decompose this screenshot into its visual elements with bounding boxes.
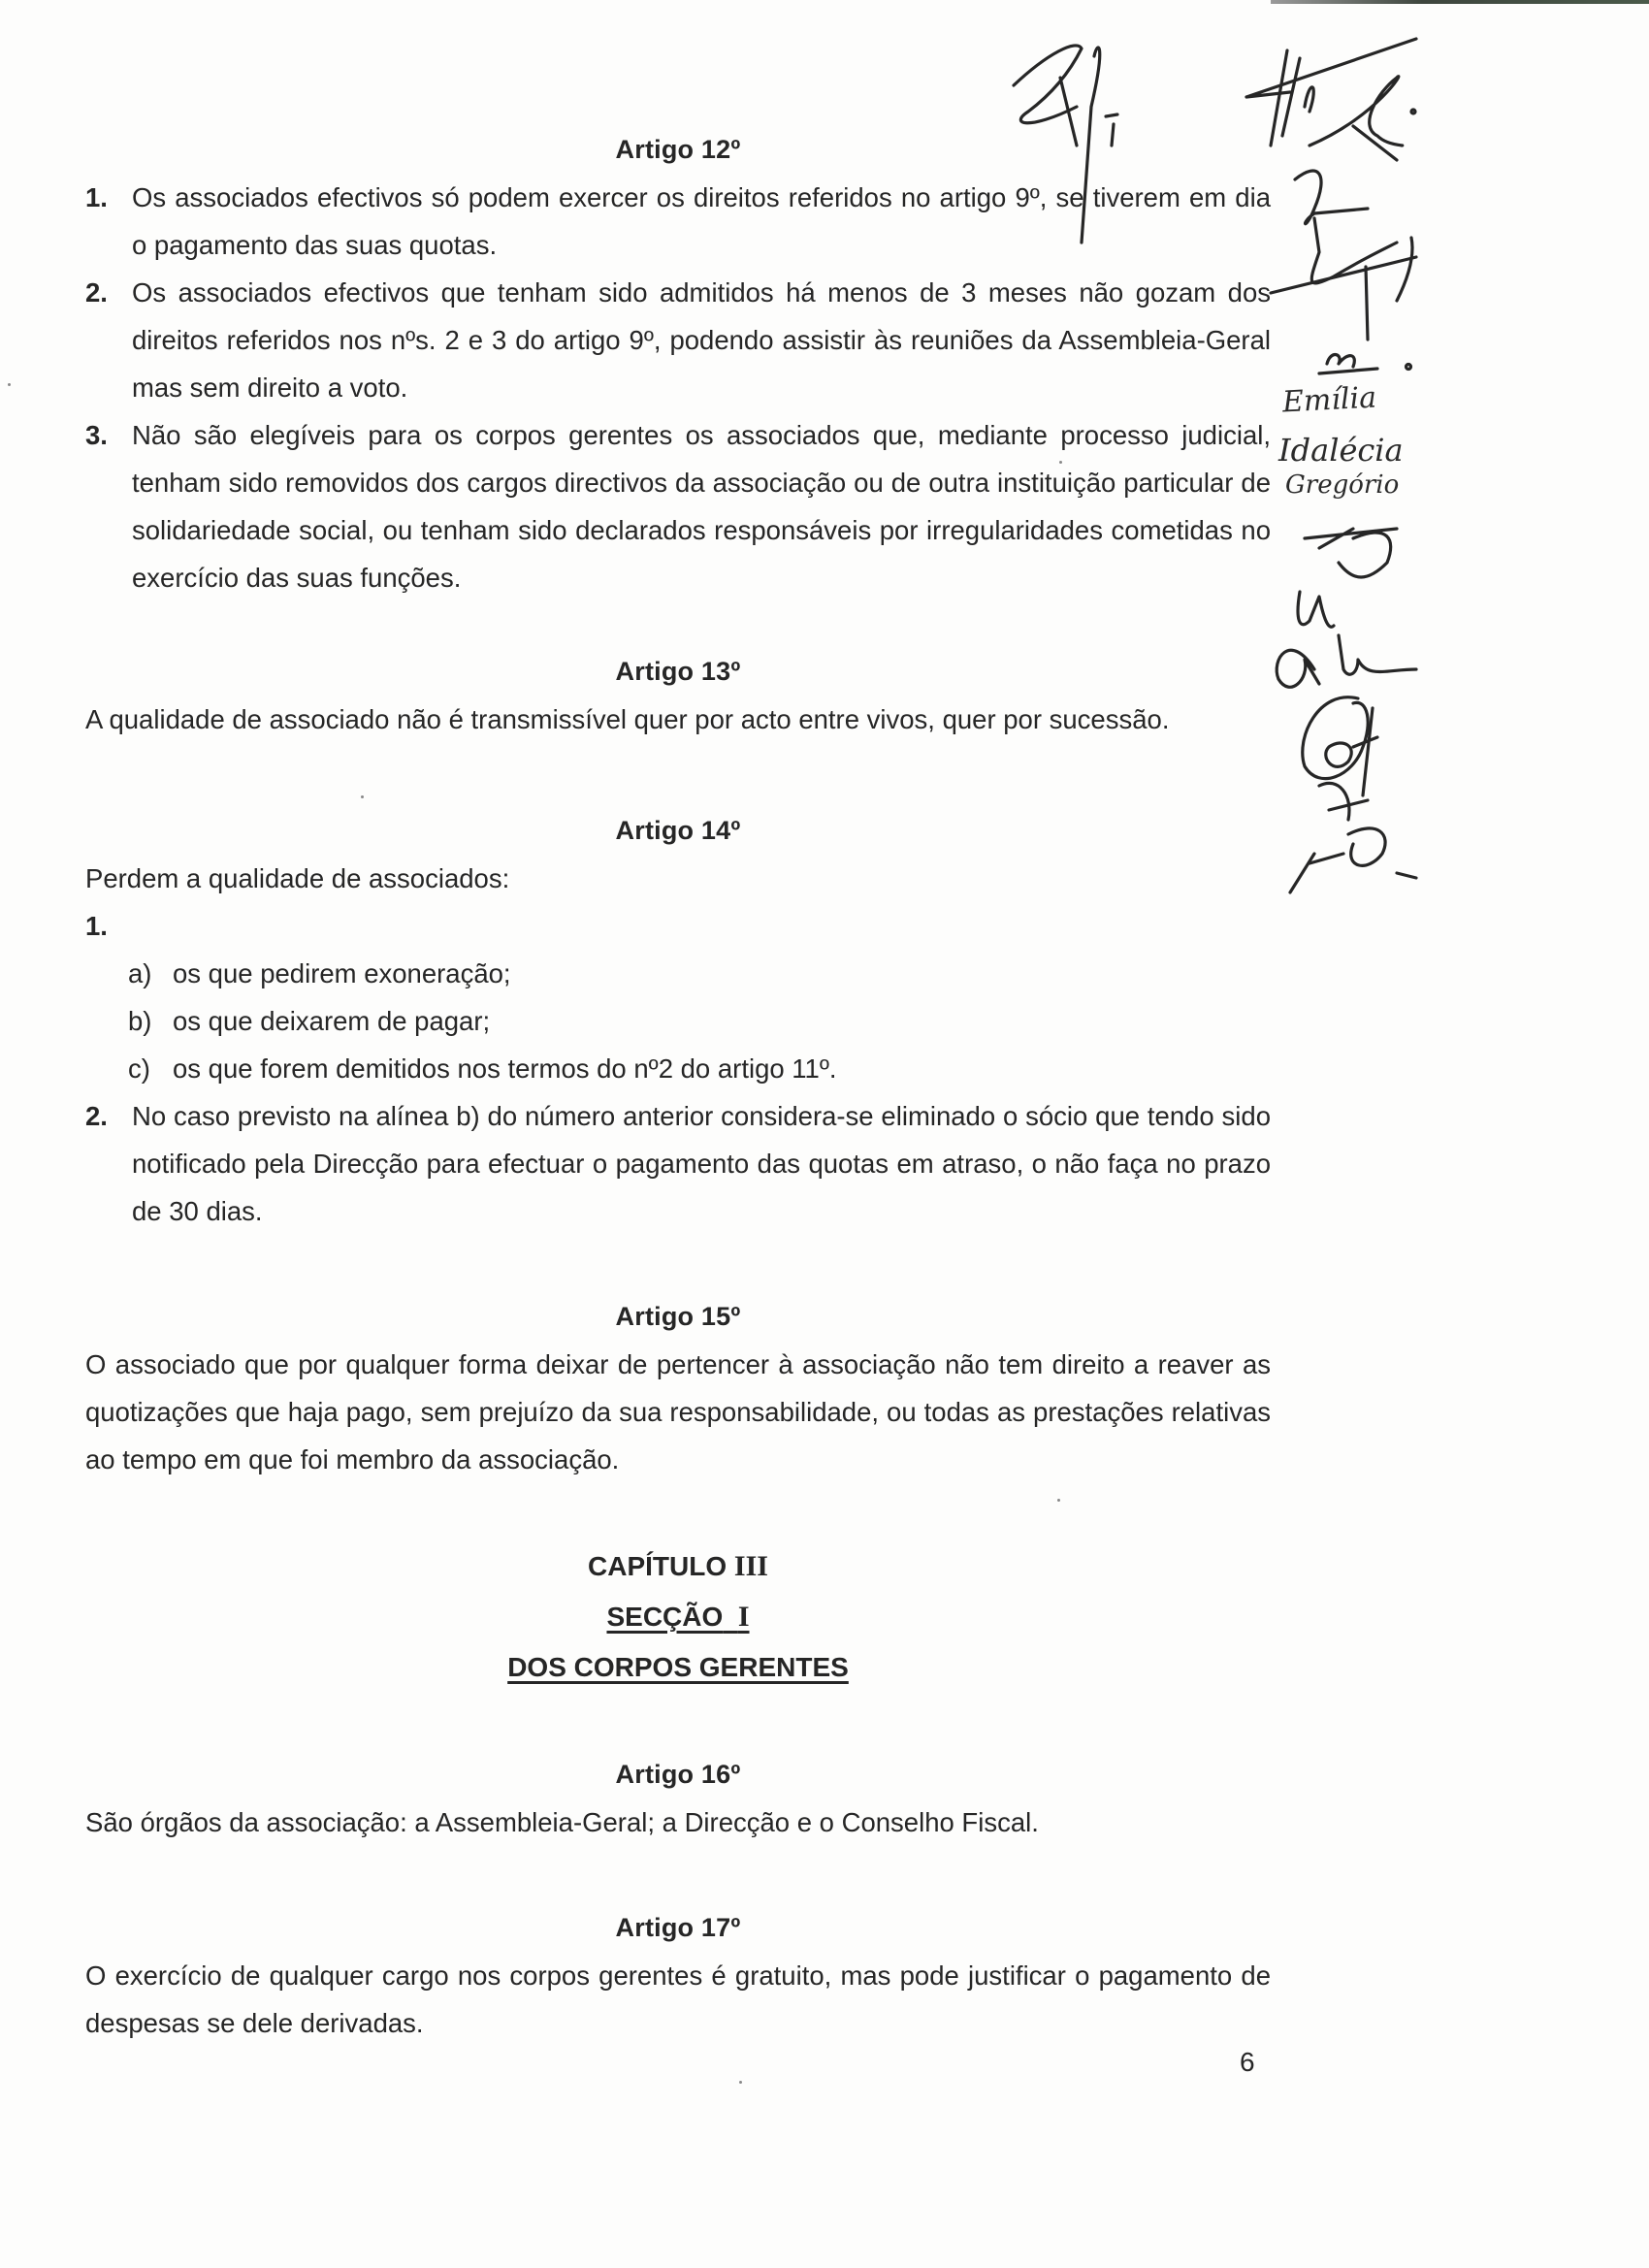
article-15-title: Artigo 15º (615, 1302, 741, 1331)
article-12-item-3 (85, 411, 1271, 601)
item-text: os que pedirem exoneração; (173, 958, 511, 988)
item-text: os que deixarem de pagar; (173, 1006, 491, 1036)
item-text: Os associados efectivos só podem exercer os direitos referidos no artigo 9º, se tiverem em dia o pagamento das suas quotas. (132, 182, 1271, 260)
article-12-list (85, 174, 1271, 601)
article-14-title: Artigo 14º (615, 816, 741, 845)
article-14-list-cont (85, 1092, 1271, 1235)
sublist-item-c (85, 1045, 1271, 1092)
article-13-title: Artigo 13º (615, 657, 741, 686)
chapter-heading (85, 1541, 1271, 1693)
article-12-item-2 (85, 269, 1271, 411)
item-text: Os associados efectivos que tenham sido admitidos há menos de 3 meses não gozam dos direitos referidos nos nºs. 2 e 3 do artigo 9º, podendo assistir às reuniões da Assembleia-Geral mas sem direito a voto. (132, 277, 1271, 403)
item-text: No caso previsto na alínea b) do número anterior considera-se eliminado o sócio que tendo sido notificado pela Direcção para efectuar o pagamento das quotas em atraso, o não faça no prazo de 30 dias. (132, 1101, 1271, 1226)
article-14-sublist (85, 950, 1271, 1092)
article-12-item-1 (85, 174, 1271, 269)
article-13-text: A qualidade de associado não é transmissível quer por acto entre vivos, quer por sucessão. (85, 704, 1170, 734)
item-number: 2. (85, 1101, 108, 1131)
article-15-text: O associado que por qualquer forma deixar de pertencer à associação não tem direito a reaver as quotizações que haja pago, sem prejuízo da sua responsabilidade, ou todas as prestações relativas ao tempo em que foi membro da associação. (85, 1349, 1271, 1474)
section-title: DOS CORPOS GERENTES (507, 1652, 849, 1682)
document-page (85, 126, 1271, 2047)
signature-idalecia: Idalécia (1278, 432, 1404, 469)
section-roman: I (737, 1601, 750, 1633)
article-14-item-1 (85, 902, 1271, 950)
article-14-item-2 (85, 1092, 1271, 1235)
scan-speck (8, 383, 11, 386)
item-text: Não são elegíveis para os corpos gerentes os associados que, mediante processo judicial, tenham sido removidos dos cargos directivos da associação ou de outra instituição particular de solidariedade social, ou tenham sido declarados responsáveis por irregularidades cometidas no exercício das suas funções. (132, 420, 1271, 593)
article-14-list (85, 902, 1271, 950)
item-number: 3. (85, 420, 108, 450)
page-number: 6 (1240, 2047, 1255, 2077)
item-letter: b) (128, 1006, 152, 1036)
article-16-title: Artigo 16º (615, 1760, 741, 1789)
article-12-title: Artigo 12º (615, 135, 741, 164)
article-17-text: O exercício de qualquer cargo nos corpos gerentes é gratuito, mas pode justificar o pagamento de despesas se dele derivadas. (85, 1960, 1271, 2038)
article-14-intro: Perdem a qualidade de associados: (85, 863, 510, 893)
item-text: os que forem demitidos nos termos do nº2 do artigo 11º. (173, 1053, 837, 1084)
sublist-item-a (85, 950, 1271, 997)
scan-speck (1059, 461, 1062, 464)
scan-edge (1271, 0, 1649, 4)
article-17-title: Artigo 17º (615, 1913, 741, 1942)
section-label: SECÇÃO I (606, 1601, 750, 1633)
scan-speck (1057, 1499, 1060, 1502)
chapter-label: CAPÍTULO III (588, 1550, 768, 1582)
item-number: 1. (85, 182, 108, 212)
item-number: 2. (85, 277, 108, 308)
signature-emilia: Emília (1281, 380, 1377, 420)
item-letter: c) (128, 1053, 150, 1084)
article-16-text: São órgãos da associação: a Assembleia-Geral; a Direcção e o Conselho Fiscal. (85, 1807, 1039, 1837)
scan-speck (739, 2081, 742, 2084)
item-number: 1. (85, 911, 108, 941)
chapter-roman: III (733, 1550, 768, 1582)
sublist-item-b (85, 997, 1271, 1045)
signature-gregorio: Gregório (1285, 470, 1400, 500)
item-letter: a) (128, 958, 152, 988)
scan-speck (361, 795, 364, 798)
